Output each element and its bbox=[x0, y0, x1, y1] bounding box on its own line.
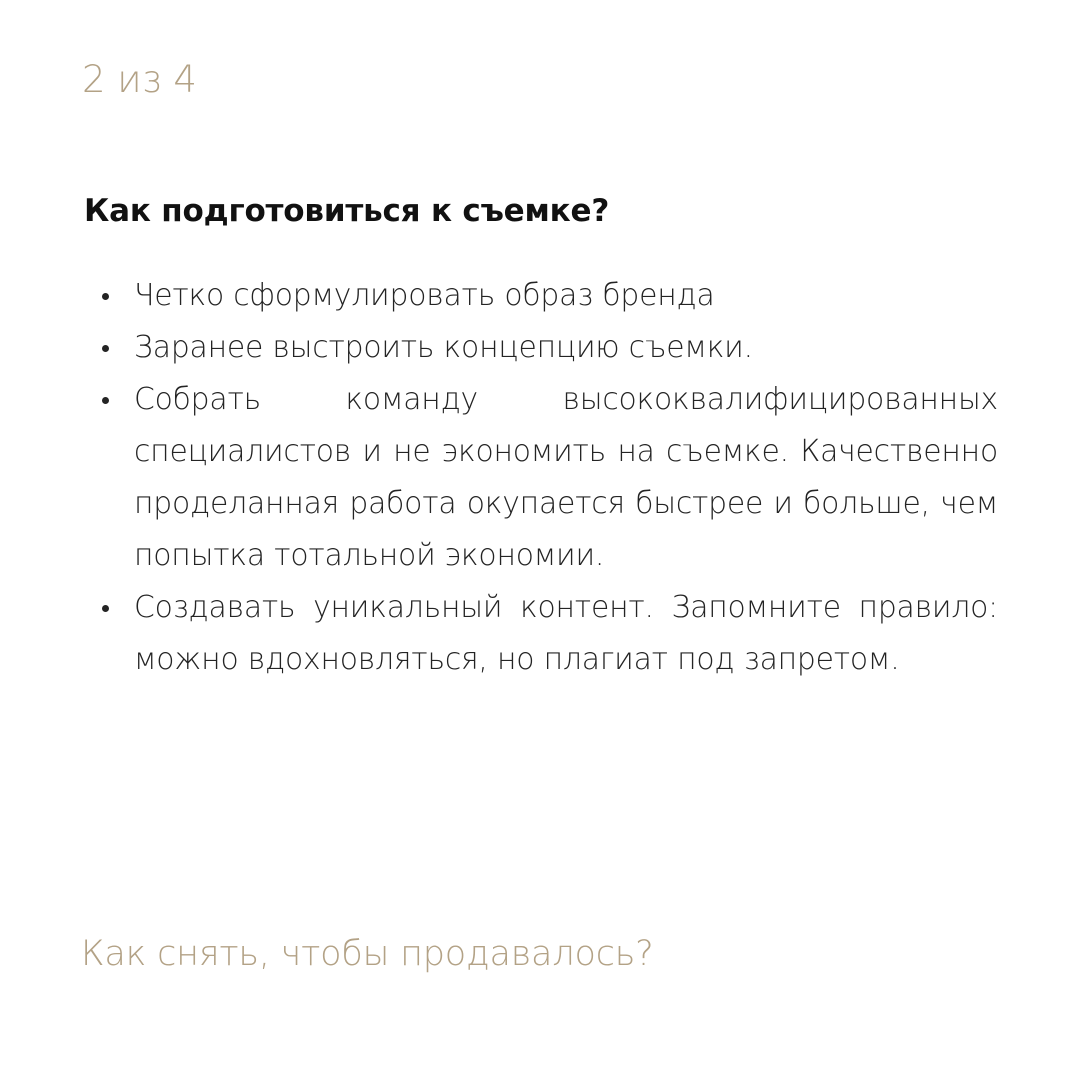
list-item bbox=[102, 270, 998, 322]
list-item bbox=[102, 322, 998, 374]
list-item-text: Создавать уникальный контент. Запомните правило: можно вдохновляться, но плагиат под запретом. bbox=[134, 590, 998, 677]
page-title: Как подготовиться к съемке? bbox=[84, 192, 610, 229]
list-item bbox=[102, 374, 998, 582]
list-item-text: Четко сформулировать образ бренда bbox=[134, 278, 715, 313]
series-title: Как снять, чтобы продавалось? bbox=[81, 934, 654, 974]
list-item-text: Заранее выстроить концепцию съемки. bbox=[134, 330, 753, 365]
preparation-tips-list bbox=[102, 270, 998, 686]
list-item bbox=[102, 582, 998, 686]
list-item-text: Собрать команду высококвалифицированных специалистов и не экономить на съемке. Качественно проделанная работа окупается быстрее и больше, чем попытка тотальной экономии. bbox=[134, 382, 998, 573]
slide-counter: 2 из 4 bbox=[82, 58, 197, 101]
